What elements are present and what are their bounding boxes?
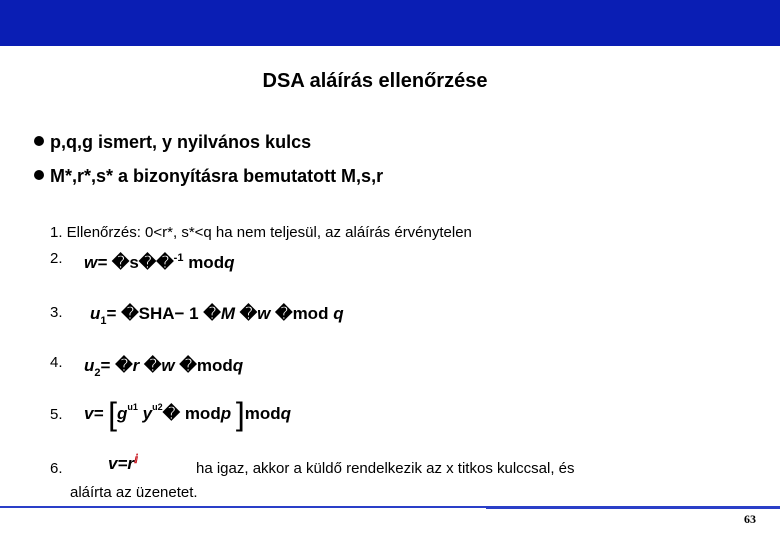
eq4-box2: � bbox=[143, 356, 162, 375]
eq4-w: w bbox=[161, 356, 175, 375]
bullet-2 bbox=[34, 166, 383, 187]
eq3-lhs: u bbox=[90, 304, 101, 323]
page-number: 63 bbox=[744, 512, 756, 526]
eq2-mod: mod bbox=[188, 253, 225, 272]
eq4-lhs: u bbox=[84, 356, 95, 375]
eq5-box: � bbox=[162, 404, 181, 423]
step-2-label: 2. bbox=[50, 250, 63, 267]
eq5-g: g bbox=[117, 404, 128, 423]
eq5-u2-sub: 2 bbox=[157, 402, 163, 412]
eq3-box4: � bbox=[275, 304, 293, 323]
eq5-left-bracket: [ bbox=[108, 396, 118, 432]
eq2-q: q bbox=[224, 253, 235, 272]
eq4-sub: 2 bbox=[94, 367, 101, 379]
eq4-eqs: = bbox=[100, 356, 111, 375]
header-bar bbox=[0, 0, 780, 46]
eq4-q: q bbox=[232, 356, 244, 375]
eq2-box2: �� bbox=[138, 253, 174, 272]
eq5-mod2: mod bbox=[244, 404, 281, 423]
eq3-w: w bbox=[257, 304, 271, 323]
eq5-y: y bbox=[142, 404, 153, 423]
eq5-u1-sub: 1 bbox=[132, 402, 138, 412]
eq4-mod: mod bbox=[196, 356, 233, 375]
step-6-text-2: aláírta az üzenetet. bbox=[70, 484, 198, 501]
equation-3 bbox=[90, 304, 344, 327]
step-6-label: 6. bbox=[50, 460, 63, 477]
step-4-label: 4. bbox=[50, 354, 63, 371]
slide-title: DSA aláírás ellenőrzése bbox=[262, 70, 488, 92]
eq5-q: q bbox=[280, 404, 291, 423]
eq3-minus: − 1 bbox=[174, 304, 199, 323]
eq3-M: M bbox=[220, 304, 235, 323]
eq3-sha: SHA bbox=[138, 304, 175, 323]
equation-4 bbox=[84, 356, 243, 379]
bullet-2-text: M*,r*,s* a bizonyításra bemutatott M,s,r bbox=[50, 166, 384, 186]
step-1: 1. Ellenőrzés: 0<r*, s*<q ha nem teljesül, az aláírás érvénytelen bbox=[50, 224, 472, 241]
eq3-box: � bbox=[121, 304, 139, 323]
eq6-tail: ⅈ bbox=[134, 452, 139, 466]
eq5-u2: u bbox=[152, 402, 158, 412]
eq5-u1: u bbox=[127, 402, 133, 412]
bullet-dot-icon bbox=[34, 136, 44, 146]
eq4-box3: � bbox=[179, 356, 197, 375]
eq5-lhs: v= bbox=[84, 404, 104, 423]
eq6-lhs: v=r bbox=[108, 454, 134, 473]
eq2-lhs: w= bbox=[84, 253, 108, 272]
eq5-mod: mod bbox=[184, 404, 221, 423]
eq4-r: r bbox=[132, 356, 140, 375]
step-5-label: 5. bbox=[50, 406, 63, 423]
eq2-var: s bbox=[129, 253, 139, 272]
eq2-exp: -1 bbox=[173, 252, 184, 264]
eq3-q: q bbox=[333, 304, 344, 323]
eq3-box3: � bbox=[239, 304, 258, 323]
eq2-box: � bbox=[111, 253, 130, 272]
eq3-sub: 1 bbox=[100, 315, 107, 327]
bullet-dot-icon bbox=[34, 170, 44, 180]
equation-2 bbox=[84, 252, 234, 273]
eq3-eqs: = bbox=[106, 304, 117, 323]
equation-6 bbox=[108, 452, 138, 474]
eq5-right-bracket: ] bbox=[235, 396, 245, 432]
eq3-mod: mod bbox=[292, 304, 329, 323]
step-3-label: 3. bbox=[50, 304, 63, 321]
eq4-box: � bbox=[115, 356, 133, 375]
eq5-p: p bbox=[220, 404, 232, 423]
eq3-box2: � bbox=[203, 304, 221, 323]
equation-5 bbox=[84, 396, 291, 433]
bullet-1-text: p,q,g ismert, y nyilvános kulcs bbox=[50, 132, 312, 152]
footer-divider-secondary bbox=[486, 508, 780, 509]
step-6-text-1: ha igaz, akkor a küldő rendelkezik az x titkos kulccsal, és bbox=[196, 460, 575, 477]
bullet-1 bbox=[34, 132, 311, 153]
